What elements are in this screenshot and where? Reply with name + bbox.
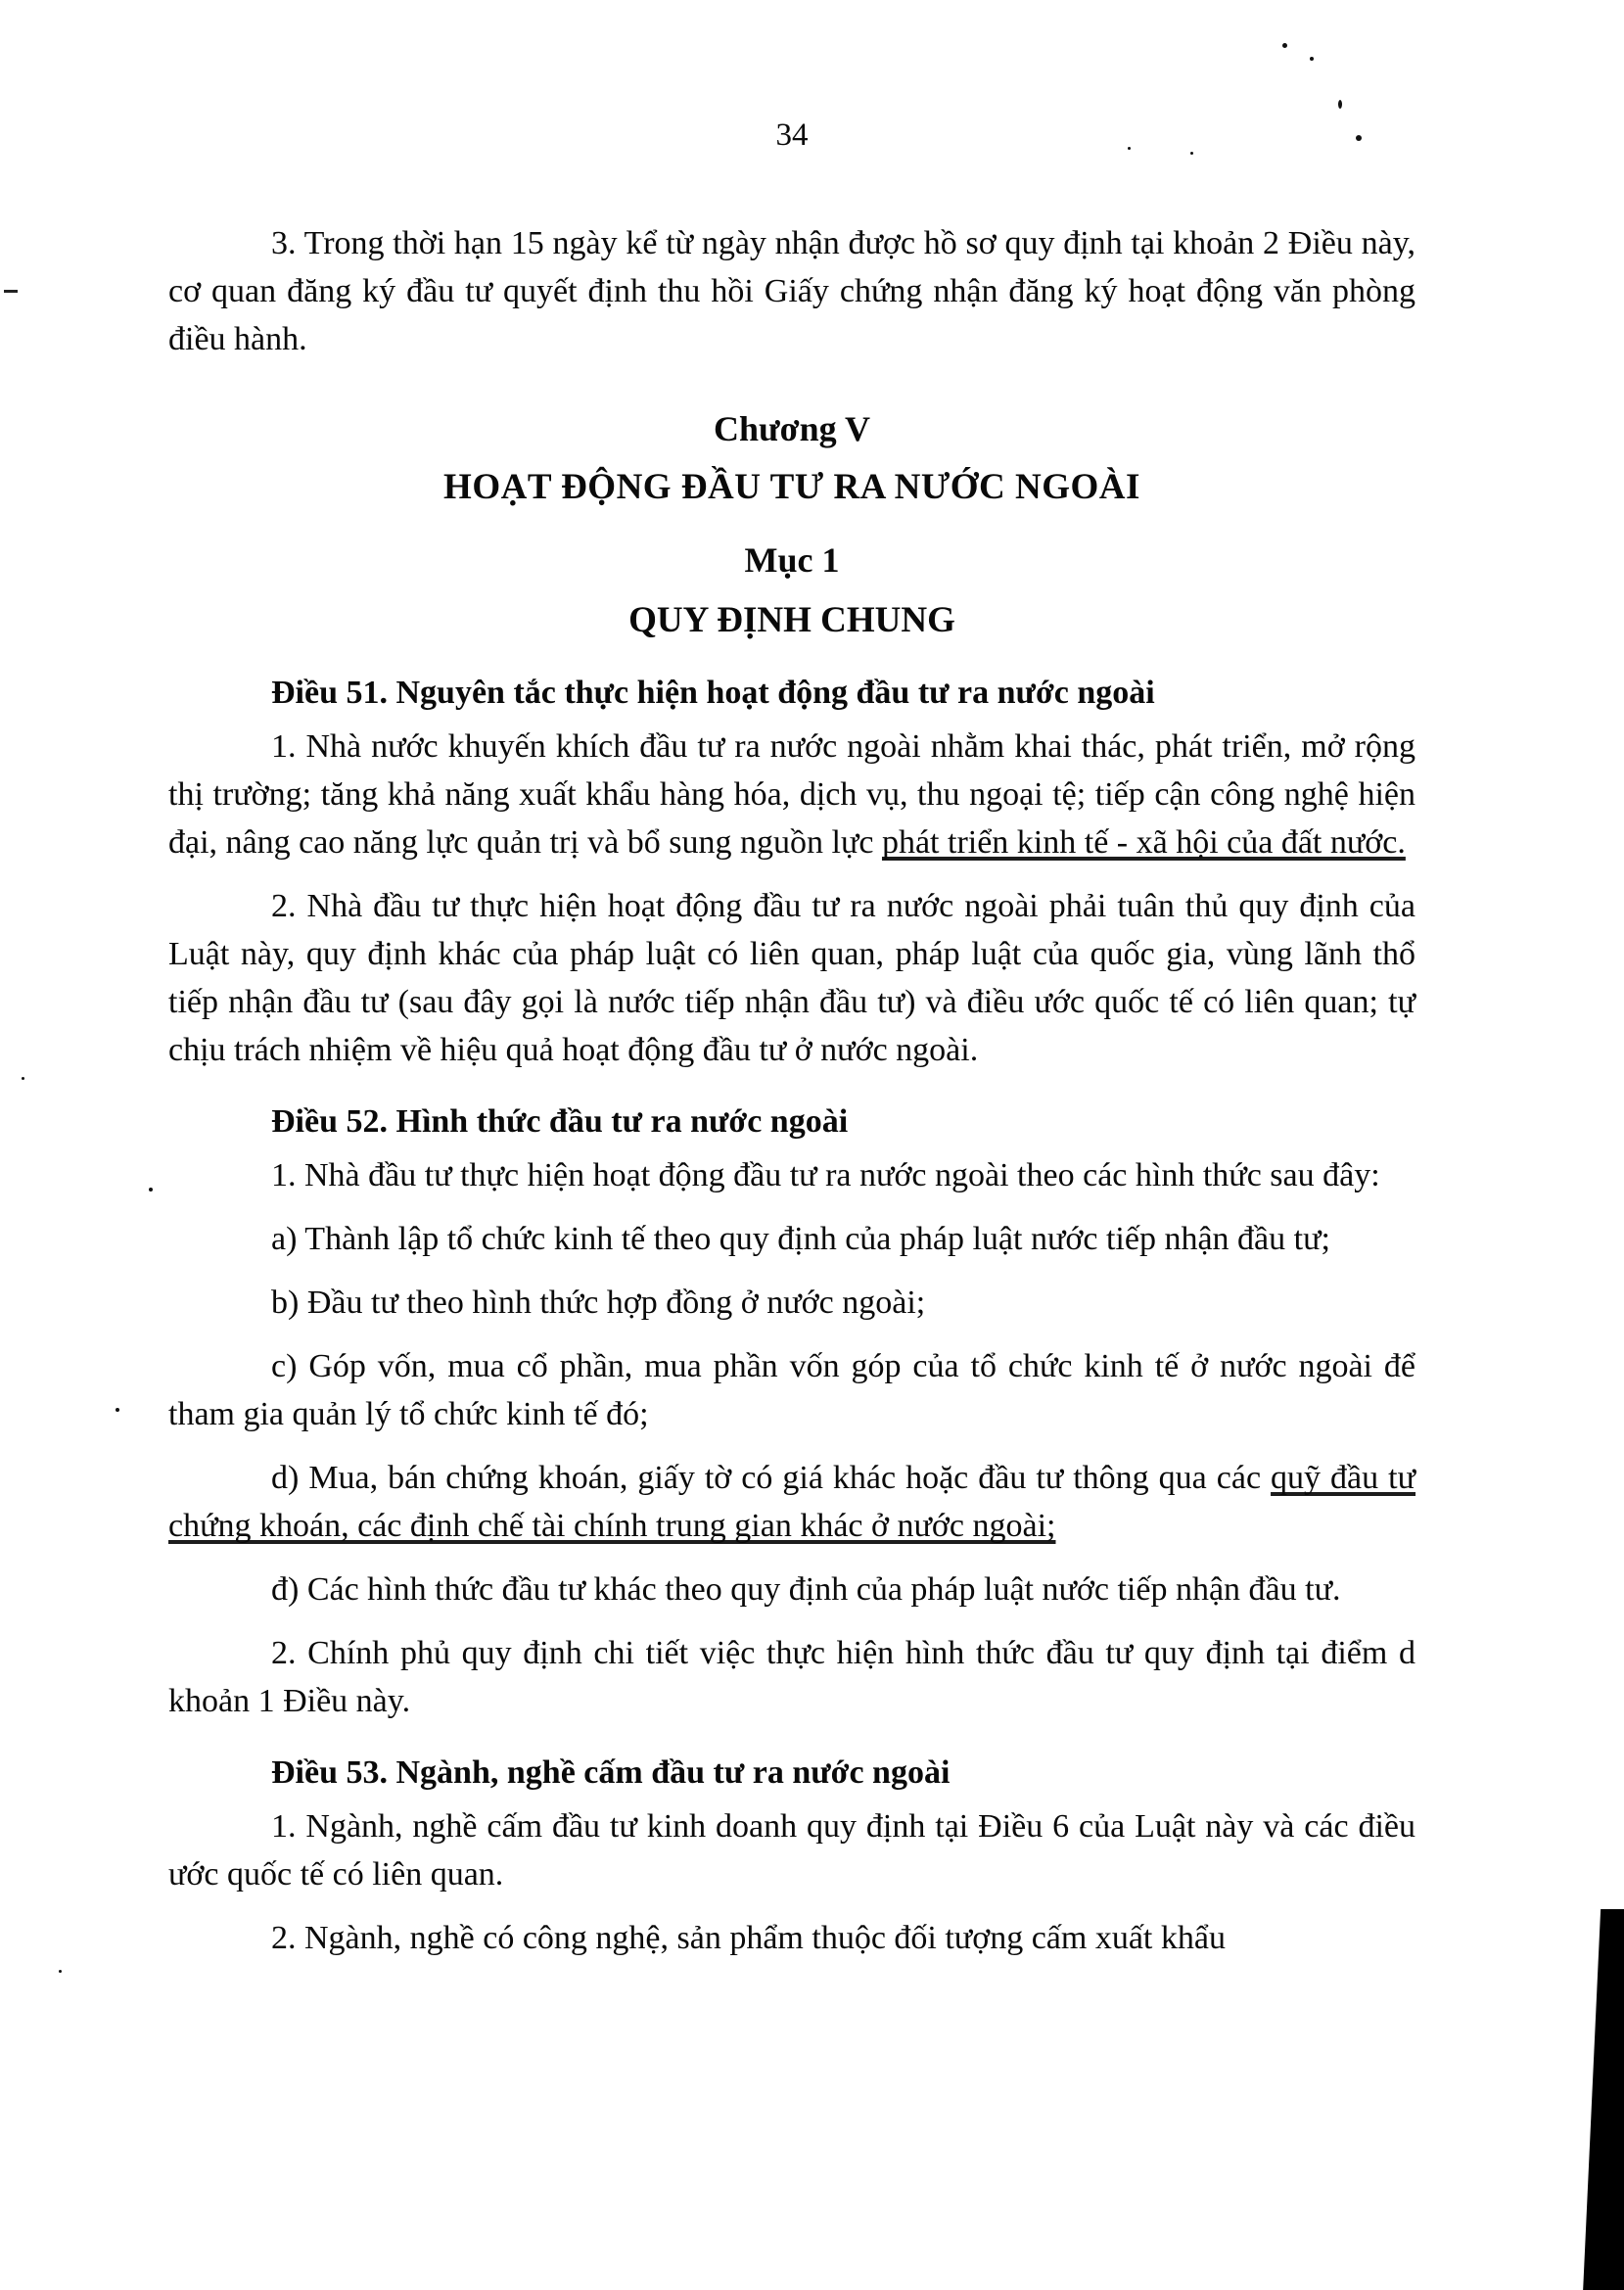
scan-speck bbox=[59, 1970, 62, 1973]
article-53-heading: Điều 53. Ngành, nghề cấm đầu tư ra nước ngoài bbox=[271, 1754, 951, 1791]
scan-speck bbox=[1356, 135, 1362, 141]
article-52-point-a: a) Thành lập tổ chức kinh tế theo quy định của pháp luật nước tiếp nhận đầu tư; bbox=[271, 1221, 1330, 1257]
article-52-clause-1: 1. Nhà đầu tư thực hiện hoạt động đầu tư ra nước ngoài theo các hình thức sau đây: bbox=[271, 1157, 1380, 1193]
article-51-heading: Điều 51. Nguyên tắc thực hiện hoạt động đầu tư ra nước ngoài bbox=[271, 675, 1155, 711]
article-51-clause-2: 2. Nhà đầu tư thực hiện hoạt động đầu tư ra nước ngoài phải tuân thủ quy định của Luật này, quy định khác của pháp luật có liên quan, pháp luật của quốc gia, vùng lãnh thổ tiếp nhận đầu tư (sau đây gọi là nước tiếp nhận đầu tư) và điều ước quốc tế có liên quan; tự chịu trách nhiệm về hiệu quả hoạt động đầu tư ở nước ngoài. bbox=[168, 888, 1415, 1068]
article-51-clause-1 bbox=[168, 723, 1415, 866]
article-52-point-b: b) Đầu tư theo hình thức hợp đồng ở nước ngoài; bbox=[271, 1285, 926, 1321]
scan-speck bbox=[1282, 43, 1287, 48]
scan-speck bbox=[1338, 100, 1342, 109]
article-52-heading: Điều 52. Hình thức đầu tư ra nước ngoài bbox=[271, 1103, 849, 1140]
scan-speck bbox=[1190, 152, 1193, 155]
article-52-point-d-text: d) Mua, bán chứng khoán, giấy tờ có giá khác hoặc đầu tư thông qua các bbox=[271, 1460, 1272, 1496]
article-51-clause-1-text: 1. Nhà nước khuyến khích đầu tư ra nước ngoài nhằm khai thác, phát triển, mở rộng thị trường; tăng khả năng xuất khẩu hàng hóa, dịch vụ, thu ngoại tệ; tiếp cận công nghệ hiện đại, nâng cao năng lực quản trị và bổ sung nguồn lực bbox=[168, 728, 1415, 861]
article-53-clause-1: 1. Ngành, nghề cấm đầu tư kinh doanh quy định tại Điều 6 của Luật này và các điều ước quốc tế có liên quan. bbox=[168, 1808, 1415, 1893]
section-title: QUY ĐỊNH CHUNG bbox=[628, 600, 955, 640]
scan-speck bbox=[116, 1408, 119, 1412]
scan-speck bbox=[22, 1077, 24, 1080]
chapter-label: Chương V bbox=[714, 409, 870, 448]
article-52-point-c: c) Góp vốn, mua cổ phần, mua phần vốn góp của tổ chức kinh tế ở nước ngoài để tham gia quản lý tổ chức kinh tế đó; bbox=[168, 1348, 1415, 1432]
article-53-clause-2: 2. Ngành, nghề có công nghệ, sản phẩm thuộc đối tượng cấm xuất khẩu bbox=[271, 1920, 1226, 1956]
chapter-title: HOẠT ĐỘNG ĐẦU TƯ RA NƯỚC NGOÀI bbox=[443, 467, 1140, 507]
article-51-clause-1-underlined-text: phát triển kinh tế - xã hội của đất nước. bbox=[881, 824, 1406, 861]
text-column bbox=[168, 116, 1415, 1962]
scan-speck bbox=[149, 1188, 153, 1192]
section-label: Mục 1 bbox=[744, 540, 840, 580]
intro-paragraph-clause-3: 3. Trong thời hạn 15 ngày kể từ ngày nhận được hồ sơ quy định tại khoản 2 Điều này, cơ quan đăng ký đầu tư quyết định thu hồi Giấy chứng nhận đăng ký hoạt động văn phòng điều hành. bbox=[168, 225, 1415, 357]
article-52-point-dd: đ) Các hình thức đầu tư khác theo quy định của pháp luật nước tiếp nhận đầu tư. bbox=[271, 1571, 1341, 1608]
scan-speck bbox=[1128, 147, 1131, 150]
scan-speck bbox=[1310, 57, 1314, 61]
article-52-clause-2: 2. Chính phủ quy định chi tiết việc thực hiện hình thức đầu tư quy định tại điểm d khoản 1 Điều này. bbox=[168, 1635, 1415, 1719]
scan-dash bbox=[4, 290, 18, 293]
article-52-point-d bbox=[168, 1454, 1415, 1550]
article-52-point-d-underlined-text: quỹ đầu tư chứng khoán, các định chế tài chính trung gian khác ở nước ngoài; bbox=[168, 1460, 1416, 1544]
scan-black-wedge-artifact bbox=[1580, 1909, 1624, 2290]
page-number: 34 bbox=[775, 117, 809, 153]
